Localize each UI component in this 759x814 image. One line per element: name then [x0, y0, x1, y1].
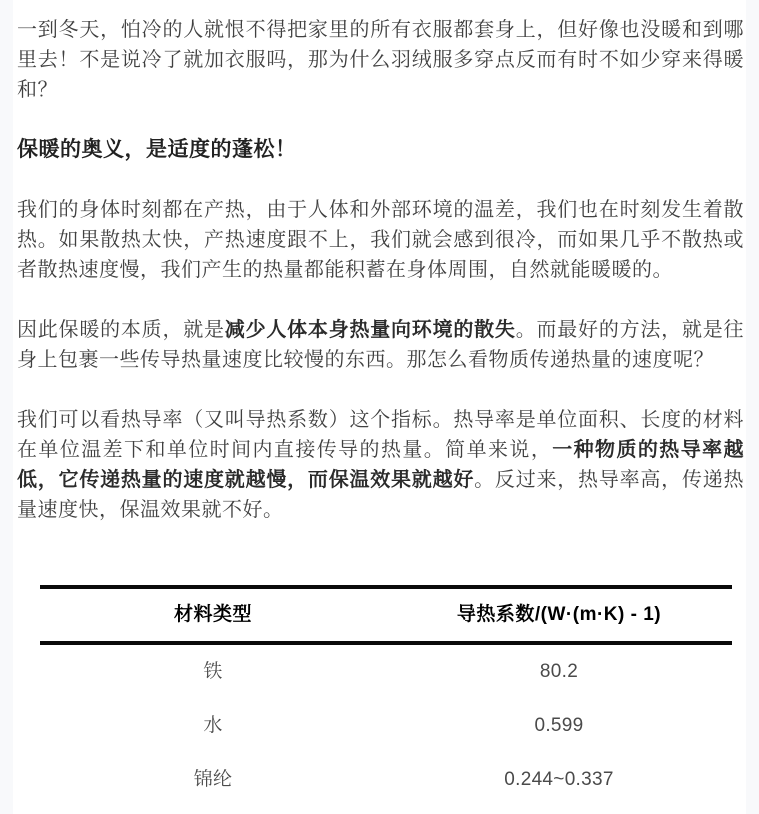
- article-body: [17, 0, 744, 807]
- section-heading: 保暖的奥义，是适度的蓬松！: [17, 138, 297, 161]
- materials-table-header-row: [40, 587, 732, 643]
- body-text: 我们可以看热导率（又叫导热系数）这个指标。热导率是单位面积、长度的材料在单位温差下和单位时间内直接传导的热量。简单来说，: [17, 409, 744, 461]
- emphasis-text: 一种物质的热导率越低，它传递热量的速度就越慢，而保温效果就越好: [17, 439, 745, 491]
- paragraph-conductivity: [17, 405, 744, 525]
- body-text: 。而最好的方法，就是往身上包裹一些传导热量速度比较慢的东西。那怎么看物质传递热量的速度呢？: [17, 319, 745, 371]
- body-text: 因此保暖的本质，就是: [17, 319, 225, 341]
- conductivity-table-figure: [40, 585, 744, 807]
- materials-table-head: [40, 587, 732, 643]
- materials-table-body: [40, 643, 732, 807]
- table-cell: 铁: [203, 661, 223, 682]
- table-row: [40, 643, 732, 699]
- paragraph-essence: [17, 315, 744, 375]
- materials-table: [40, 585, 732, 807]
- body-text: 。反过来，热导率高，传递热量速度快，保温效果就不好。: [17, 469, 745, 521]
- body-text: 一到冬天，怕冷的人就恨不得把家里的所有衣服都套身上，但好像也没暖和到哪里去！不是说冷了就加衣服吗，那为什么羽绒服多穿点反而有时不如少穿来得暖和？: [17, 19, 744, 101]
- table-cell: 0.599: [534, 715, 584, 736]
- table-cell: 0.244~0.337: [504, 769, 614, 790]
- table-cell: 锦纶: [193, 769, 233, 790]
- table-row: [40, 753, 732, 807]
- page-edge-right: [746, 0, 759, 814]
- table-cell: 水: [203, 715, 223, 736]
- body-text: 我们的身体时刻都在产热，由于人体和外部环境的温差，我们也在时刻发生着散热。如果散热太快，产热速度跟不上，我们就会感到很冷，而如果几乎不散热或者散热速度慢，我们产生的热量都能积蓄在身体周围，自然就能暖暖的。: [17, 199, 744, 281]
- table-header-cell: 材料类型: [173, 604, 252, 625]
- table-header-cell: 导热系数/(W·(m·K) - 1): [456, 604, 662, 625]
- paragraph-intro: [17, 15, 744, 105]
- emphasis-text: 减少人体本身热量向环境的散失: [224, 319, 516, 341]
- table-row: [40, 699, 732, 753]
- page-edge-left: [0, 0, 13, 814]
- table-cell: 80.2: [539, 661, 579, 682]
- paragraph-body-heat: [17, 195, 744, 285]
